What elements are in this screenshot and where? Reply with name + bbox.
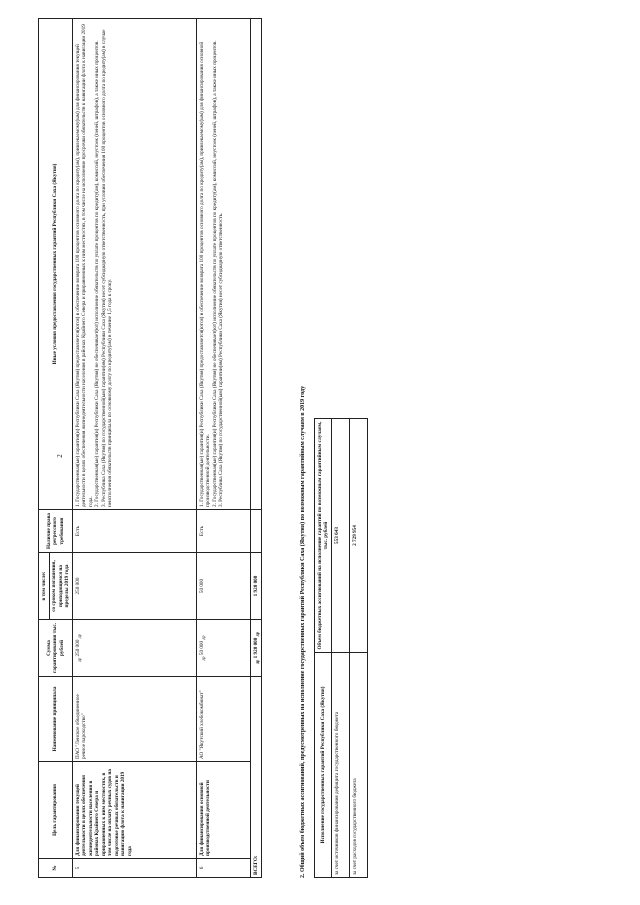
header-including-sub: со сроком погашения, приходящимся на пределы 2019 года	[49, 553, 73, 620]
table-header-row	[39, 19, 50, 878]
condition-item: 2. Государственная(ые) гарантия(и) Республики Саха (Якутия) не обеспечивает(ют) исполнение обязательств по уплате процентов по кредиту(ам), комиссий, неустоек (пеней, штрафов), а также иных процентов.	[211, 40, 218, 507]
total-including: 1 920 000	[251, 553, 262, 620]
allocations-header-row	[315, 419, 332, 878]
row-principal: АО "Якутский хлебокомбинат"	[198, 690, 205, 759]
row-sum: 250 000	[74, 639, 81, 657]
total-row	[251, 19, 262, 878]
row-goal: Для финансирования основной производственной деятельности	[198, 780, 211, 856]
total-sum-cell	[251, 620, 262, 677]
allocation-label: за счет источников финансирования дефицита государственного бюджета	[332, 653, 350, 878]
header-including: в том числе:	[39, 553, 50, 620]
header-conditions: Иные условия предоставления государственных гарантий Республики Саха (Якутия)	[39, 19, 73, 510]
row-principal: ПАО "Ленское объединенное речное пароходство"	[74, 694, 87, 759]
allocation-label: за счет расходов государственного бюджета	[350, 653, 368, 878]
allocations-table	[314, 418, 368, 878]
row-principal-cell	[73, 677, 197, 762]
rotated-sheet	[38, 18, 638, 878]
row-sum: 50 000	[198, 640, 205, 656]
header-no: №	[39, 859, 73, 878]
row-regress: Есть	[73, 510, 197, 553]
row-conditions	[73, 19, 197, 510]
row-principal-cell	[197, 677, 251, 762]
condition-item: 3. Республика Саха (Якутия) по государственной(ым) гарантии(ям) Республики Саха (Якутия) несет субсидиарную ответственность, при условии обеспечения 100 процентов основного долга по кредиту(ам) в случае неисполнения обязательств принципала по основному долгу по кредиту(ам) в течение 1,5 года к сроку.	[100, 29, 113, 507]
row-sum-cell	[197, 620, 251, 677]
condition-item: 1. Государственная(ые) гарантия(и) Республики Саха (Якутия) предоставляется(ются) в обеспечение возврата 100 процентов основного долга по кредиту(ам), привлекаемому(ым) для финансирования текущей деятельности в целях обеспечения жизнедеятельности населения в районах Крайнего Севера и приравненных к ним местностях, в том числе на исполнение просрочки обязательств к навигации флота к навигации 2019 года.	[74, 24, 94, 507]
allocation-value: 553 643	[332, 419, 350, 653]
total-label: ВСЕГО:	[251, 677, 262, 878]
condition-item: 3. Республика Саха (Якутия) по государственной(ым) гарантии(ям) Республики Саха (Якутия) несет субсидиарную ответственность.	[218, 212, 224, 507]
row-sum-mark: др	[76, 657, 81, 662]
table-row	[73, 19, 197, 878]
allocation-value: 2 729 954	[350, 419, 368, 653]
table-row	[197, 19, 251, 878]
total-empty-1	[251, 510, 262, 553]
section2-title: 2. Общий объем бюджетных ассигнований, предусмотренных на исполнение государственных гарантий Республики Саха (Якутия) по возможным гарантийным случаям в 2019 году	[300, 385, 306, 878]
header-principal: Наименование принципала	[39, 677, 73, 762]
row-goal: Для финансирования текущей деятельности в целях обеспечения жизнедеятельности населения в районах Крайнего Севера и приравненных к ним местностях, в том числе на оплату речных судов на подготовке речных обязательств и навигацию флота к навигации 2019 года	[74, 769, 133, 856]
total-empty-2	[251, 19, 262, 510]
row-no: 6	[197, 859, 251, 878]
row-sum-mark-2: др	[76, 634, 81, 639]
row-sum-cell	[73, 620, 197, 677]
header-sum: Сумма гарантирования тыс. рублей	[39, 620, 73, 677]
total-sum: 1 920 000	[252, 637, 259, 659]
header-goal: Цель гарантирования	[39, 762, 73, 859]
row-regress: Есть	[197, 510, 251, 553]
total-sum-mark-2: др	[254, 632, 259, 637]
table-row	[332, 419, 350, 878]
page-number: 2	[55, 454, 64, 458]
condition-item: 1. Государственная(ые) гарантия(и) Республики Саха (Якутия) предоставляется(ются) в обеспечение возврата 100 процентов основного долга по кредиту(ам), привлекаемому(ым) для финансирования основной производственной деятельности.	[198, 41, 211, 507]
condition-item: 2. Государственная(ые) гарантия(и) Республики Саха (Якутия) не обеспечивает(ют) исполнение обязательств по уплате процентов по кредиту(ам), комиссий, неустоек (пеней, штрафов), а также иных процентов.	[94, 40, 100, 507]
allocations-header-left: Исполнение государственных гарантий Республики Саха (Якутия)	[315, 653, 332, 878]
total-sum-mark: др	[254, 659, 259, 664]
row-including: 250 000	[73, 553, 197, 620]
allocations-header-right: Объем бюджетных ассигнований на исполнение гарантий по возможным гарантийным случаям, тыс. рублей	[315, 419, 332, 653]
table-row	[350, 419, 368, 878]
guarantees-table	[38, 18, 262, 878]
row-no: 5	[73, 859, 197, 878]
row-conditions	[197, 19, 251, 510]
row-including: 50 000	[197, 553, 251, 620]
row-sum-mark: др	[200, 656, 205, 661]
header-regress: Наличие права регрессного требования	[39, 510, 73, 553]
row-sum-mark-2: др	[200, 635, 205, 640]
